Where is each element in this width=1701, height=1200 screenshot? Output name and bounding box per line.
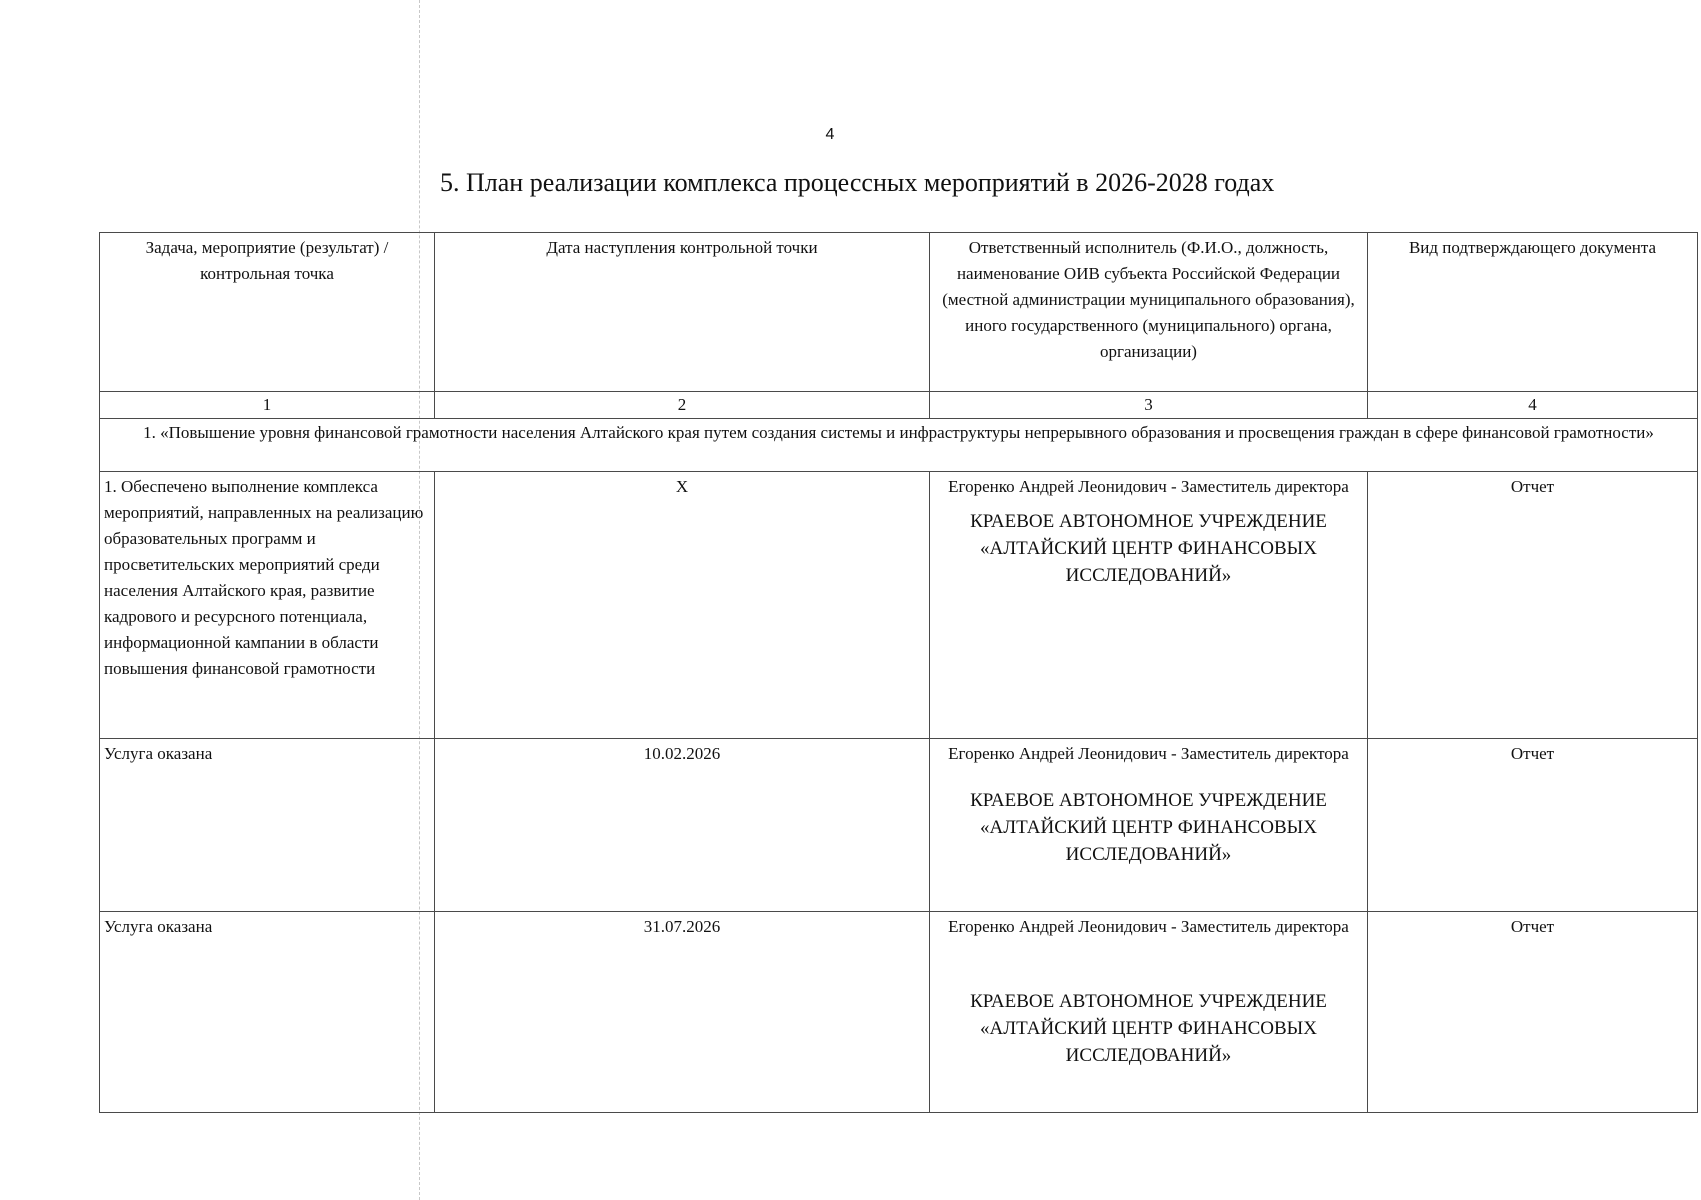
responsible-cell [930, 472, 1368, 739]
table-row [100, 739, 1698, 912]
responsible-organization: КРАЕВОЕ АВТОНОМНОЕ УЧРЕЖДЕНИЕ «АЛТАЙСКИЙ ЦЕНТР ФИНАНСОВЫХ ИССЛЕДОВАНИЙ» [970, 790, 1327, 865]
document-cell: Отчет [1368, 912, 1698, 1113]
header-date-cell: Дата наступления контрольной точки [435, 233, 930, 392]
page-title: 5. План реализации комплекса процессных мероприятий в 2026-2028 годах [440, 168, 1275, 197]
responsible-person: Егоренко Андрей Леонидович - Заместитель директора [948, 917, 1349, 936]
column-number-4: 4 [1368, 392, 1698, 419]
table-row [100, 912, 1698, 1113]
table-header-row [100, 233, 1698, 392]
item-cell: Услуга оказана [100, 739, 435, 912]
date-cell: X [435, 472, 930, 739]
table-row [100, 472, 1698, 739]
responsible-cell [930, 912, 1368, 1113]
responsible-organization: КРАЕВОЕ АВТОНОМНОЕ УЧРЕЖДЕНИЕ «АЛТАЙСКИЙ ЦЕНТР ФИНАНСОВЫХ ИССЛЕДОВАНИЙ» [970, 991, 1327, 1066]
responsible-cell [930, 739, 1368, 912]
plan-table [99, 232, 1698, 1113]
column-number-1: 1 [100, 392, 435, 419]
page-number: 4 [825, 126, 835, 143]
date-cell: 10.02.2026 [435, 739, 930, 912]
responsible-person: Егоренко Андрей Леонидович - Заместитель директора [948, 744, 1349, 763]
column-number-3: 3 [930, 392, 1368, 419]
item-cell: 1. Обеспечено выполнение комплекса мероприятий, направленных на реализацию образовательных программ и просветительских мероприятий среди населения Алтайского края, развитие кадрового и ресурсного потенциала, информационной кампании в области повышения финансовой грамотности [100, 472, 435, 739]
item-cell: Услуга оказана [100, 912, 435, 1113]
header-task-cell: Задача, мероприятие (результат) / контрольная точка [100, 233, 435, 392]
task-title-cell: 1. «Повышение уровня финансовой грамотности населения Алтайского края путем создания системы и инфраструктуры непрерывного образования и просвещения граждан в сфере финансовой грамотности» [100, 419, 1698, 472]
date-cell: 31.07.2026 [435, 912, 930, 1113]
column-number-row [100, 392, 1698, 419]
task-row [100, 419, 1698, 472]
document-cell: Отчет [1368, 739, 1698, 912]
header-responsible-cell: Ответственный исполнитель (Ф.И.О., должность, наименование ОИВ субъекта Российской Федерации (местной администрации муниципального образования), иного государственного (муниципального) органа, организации) [930, 233, 1368, 392]
responsible-organization: КРАЕВОЕ АВТОНОМНОЕ УЧРЕЖДЕНИЕ «АЛТАЙСКИЙ ЦЕНТР ФИНАНСОВЫХ ИССЛЕДОВАНИЙ» [970, 511, 1327, 586]
document-cell: Отчет [1368, 472, 1698, 739]
responsible-person: Егоренко Андрей Леонидович - Заместитель директора [948, 477, 1349, 496]
header-document-cell: Вид подтверждающего документа [1368, 233, 1698, 392]
column-number-2: 2 [435, 392, 930, 419]
